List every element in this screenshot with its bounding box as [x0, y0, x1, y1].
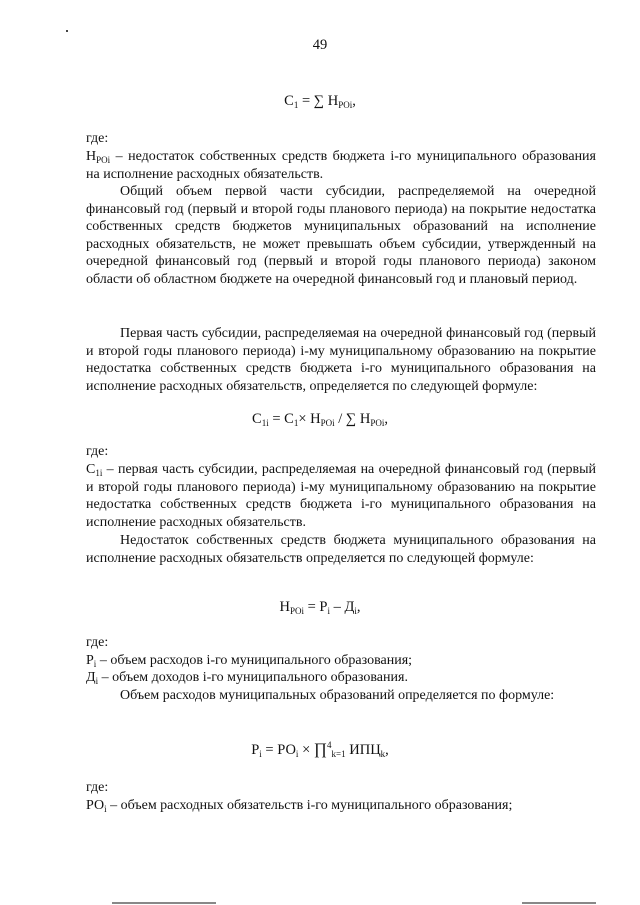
- product-symbol: ∏: [313, 741, 328, 758]
- paragraph-expenses: Объем расходов муниципальных образований определяется по формуле:: [120, 688, 555, 703]
- definition-c1i: $С_{1i}$ – первая часть субсидии, распределяемая на очередной финансовый год (первый и второй годы планового периода) i-му муниципальному образованию на покрытие недостатка собственных средств бюджета i-го муниципального образования на исполнение расходных обязательств.: [86, 462, 596, 530]
- paragraph-shortage: Недостаток собственных средств бюджета муниципального образования на исполнение расходных обязательств определяется по следующей формуле:: [86, 533, 596, 566]
- definition-di: $Д_i$ – объем доходов i-го муниципального образования.: [86, 670, 408, 686]
- scan-edge-mark: [112, 902, 216, 904]
- page-number: 49: [312, 37, 328, 53]
- scan-speck: [66, 30, 68, 32]
- definition-pi: $Р_i$ – объем расходов i-го муниципального образования;: [86, 653, 413, 669]
- definition-poi: $РО_i$ – объем расходных обязательств i-го муниципального образования;: [86, 798, 513, 814]
- formula-pi: $Р_i = РО_i$ × ∏$^4_{k=1}$ $ИПЦ_k$,: [251, 740, 389, 759]
- scan-edge-mark: [522, 902, 596, 904]
- definition-hpoi: $Н_{POi}$ – недостаток собственных средств бюджета i-го муниципального образования на исполнение расходных обязательств.: [86, 149, 596, 182]
- where-label-3: где:: [86, 635, 109, 650]
- formula-hpoi: $Н_{POi} = Р_i - Д_i$,: [279, 599, 361, 616]
- where-label-2: где:: [86, 444, 109, 459]
- where-label-1: где:: [86, 131, 109, 146]
- formula-c1: $С_1$ = ∑ $Н_{POi}$,: [284, 93, 356, 110]
- formula-c1i: $С_{1i} = С_1\times Н_{POi}$ / ∑ $Н_{POi}$,: [252, 411, 388, 428]
- paragraph-total-volume: Общий объем первой части субсидии, распределяемой на очередной финансовый год (первый и второй годы планового периода) на покрытие недостатка собственных средств бюджетов муниципальных образований на исполнение расходных обязательств, не может превышать объем субсидии, утвержденный на очередной финансовый год (первый и второй годы планового периода) законом области об областном бюджете на очередной финансовый год и плановый период.: [86, 184, 596, 287]
- where-label-4: где:: [86, 780, 109, 795]
- paragraph-first-part: Первая часть субсидии, распределяемая на очередной финансовый год (первый и второй годы планового периода) i-му муниципальному образованию на покрытие недостатка собственных средств бюджета i-го муниципального образования на исполнение расходных обязательств, определяется по следующей формуле:: [86, 326, 596, 394]
